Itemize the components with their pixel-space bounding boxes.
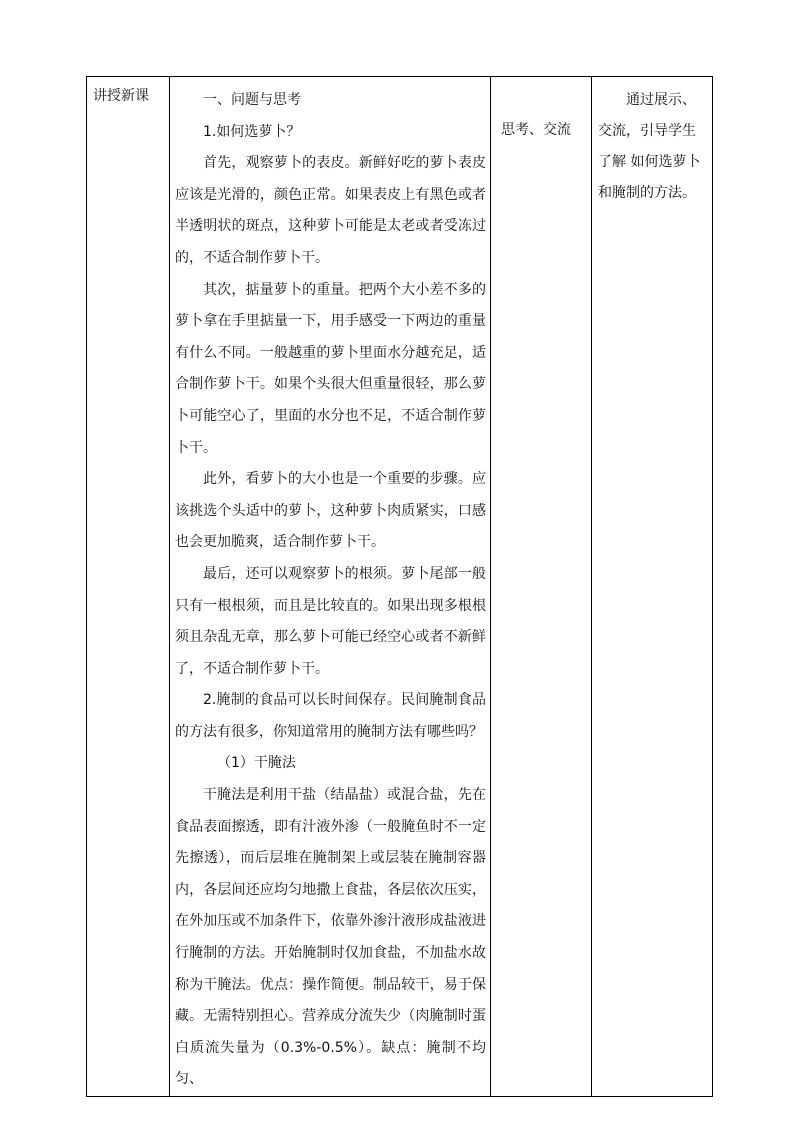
content-paragraph: 其次，掂量萝卜的重量。把两个大小差不多的萝卜拿在手里掂量一下，用手感受一下两边的重量有什么不同。一般越重的萝卜里面水分越充足，适合制作萝卜干。如果个头很大但重量很轻，那么萝卜可能空心了，里面的水分也不足，不适合制作萝卜干。: [175, 281, 486, 456]
teaching-content-cell: [170, 77, 491, 1097]
section-label: 讲授新课: [93, 88, 149, 104]
lesson-plan-table: [86, 76, 713, 1097]
content-paragraph: 一、问题与思考: [203, 92, 301, 108]
student-activity: 思考、交流: [501, 122, 571, 138]
content-paragraph: （1）干腌法: [217, 755, 296, 772]
design-intent-cell: [592, 77, 713, 1097]
content-paragraph: 最后，还可以观察萝卜的根须。萝卜尾部一般只有一根根须，而且是比较直的。如果出现多根根须且杂乱无章，那么萝卜可能已经空心或者不新鲜了，不适合制作萝卜干。: [175, 565, 486, 677]
section-label-cell: [87, 77, 170, 1097]
content-paragraph: 1.如何选萝卜？: [203, 123, 301, 140]
student-activity-cell: [491, 77, 592, 1097]
design-intent-wrap: [592, 77, 712, 209]
content-paragraph: 干腌法是利用干盐（结晶盐）或混合盐，先在食品表面擦透，即有汁液外渗（一般腌鱼时不一定先擦透），而后层堆在腌制架上或层装在腌制容器内，各层间还应均匀地撒上食盐，各层依次压实，在外加压或不加条件下，依靠外渗汁液形成盐液进行腌制的方法。开始腌制时仅加食盐，不加盐水故称为干腌法。优点：操作简便。制品较干，易于保藏。无需特别担心。营养成分流失少（肉腌制时蛋白质流失量为（0.3%-0.5%）。缺点：腌制不均匀、: [175, 787, 486, 1088]
content-paragraph: 2.腌制的食品可以长时间保存。民间腌制食品的方法有很多，你知道常用的腌制方法有哪些吗？: [175, 692, 486, 740]
design-intent: 通过展示、交流，引导学生了解 如何选萝卜和腌制的方法。: [598, 92, 701, 201]
teaching-content: [170, 77, 490, 1096]
table-row: [87, 77, 713, 1097]
content-paragraph: 此外，看萝卜的大小也是一个重要的步骤。应该挑选个头适中的萝卜，这种萝卜肉质紧实，口感也会更加脆爽，适合制作萝卜干。: [175, 471, 486, 551]
content-paragraph: 首先，观察萝卜的表皮。新鲜好吃的萝卜表皮应该是光滑的，颜色正常。如果表皮上有黑色或者半透明状的斑点，这种萝卜可能是太老或者受冻过的，不适合制作萝卜干。: [175, 155, 486, 266]
